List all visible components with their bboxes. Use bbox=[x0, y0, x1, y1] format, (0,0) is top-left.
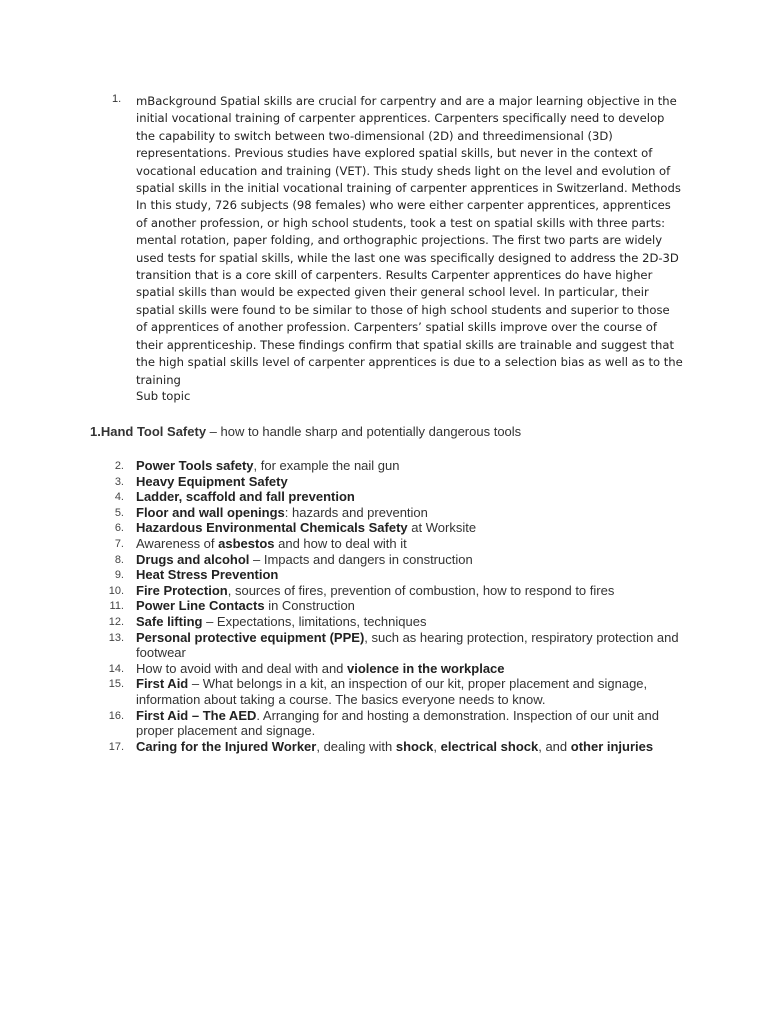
list-item-bold-text: other injuries bbox=[570, 738, 654, 754]
list-item-text: How to avoid with and deal with and bbox=[136, 660, 348, 676]
list-item-bold-text: shock bbox=[395, 738, 434, 754]
list-item-text: , dealing with bbox=[316, 738, 396, 754]
list-item-number: 11. bbox=[109, 600, 124, 613]
list-item bbox=[100, 520, 680, 536]
list-item bbox=[100, 583, 680, 599]
list-item-bold-text: Safe lifting bbox=[136, 613, 203, 629]
list-item bbox=[100, 614, 680, 630]
list-item-number: 7. bbox=[114, 537, 124, 550]
list-item-bold-text: Hazardous Environmental Chemicals Safety bbox=[136, 520, 408, 536]
hand-tool-safety-heading bbox=[90, 424, 521, 439]
list-item-text: , such as hearing protection, respiratory protection and footwear bbox=[136, 629, 679, 661]
list-item bbox=[100, 567, 680, 583]
list-item-text: , for example the nail gun bbox=[253, 458, 400, 473]
list-item-bold-text: violence in the workplace bbox=[347, 660, 505, 676]
list-item-number: 17. bbox=[108, 740, 124, 753]
safety-topic-list bbox=[100, 458, 680, 754]
list-item-bold-text: First Aid bbox=[136, 676, 189, 692]
list-item-text: in Construction bbox=[264, 598, 355, 614]
list-item-text: , sources of fires, prevention of combustion, how to respond to fires bbox=[227, 582, 615, 598]
heading-rest: – how to handle sharp and potentially dangerous tools bbox=[206, 424, 522, 439]
list-item-text: and how to deal with it bbox=[274, 535, 407, 551]
list-item-bold-text: First Aid – The AED bbox=[136, 707, 257, 723]
list-item bbox=[100, 536, 680, 552]
list-item-number: 8. bbox=[114, 553, 124, 566]
list-item bbox=[100, 630, 680, 661]
list-item bbox=[100, 458, 680, 474]
list-item-text: . Arranging for and hosting a demonstration. Inspection of our unit and proper placement and signage. bbox=[136, 707, 659, 739]
list-item bbox=[100, 708, 680, 739]
list-item-text: – Impacts and dangers in construction bbox=[249, 551, 473, 567]
list-item-number: 4. bbox=[114, 491, 124, 504]
list-item-text: , and bbox=[538, 738, 571, 754]
list-item-number: 10. bbox=[108, 584, 124, 597]
list-item bbox=[100, 739, 680, 755]
list-item-bold-text: Fire Protection bbox=[136, 582, 228, 598]
list-item bbox=[100, 474, 680, 490]
abstract-number: 1. bbox=[112, 93, 122, 105]
list-item-number: 15. bbox=[108, 678, 124, 691]
list-item-bold-text: Personal protective equipment (PPE) bbox=[136, 629, 365, 645]
heading-bold: 1.Hand Tool Safety bbox=[90, 424, 207, 439]
list-item-bold-text: Drugs and alcohol bbox=[136, 551, 250, 567]
list-item bbox=[100, 598, 680, 614]
subtopic-label: Sub topic bbox=[136, 389, 191, 403]
list-item bbox=[100, 505, 680, 521]
list-item-text: – Expectations, limitations, techniques bbox=[202, 613, 427, 629]
list-item-bold-text: Power Tools safety bbox=[136, 458, 254, 473]
list-item bbox=[100, 552, 680, 568]
list-item-bold-text: Heat Stress Prevention bbox=[136, 567, 279, 583]
list-item-bold-text: asbestos bbox=[218, 535, 275, 551]
abstract-text: mBackground Spatial skills are crucial for carpentry and are a major learning objective in the initial vocational training of carpenter apprentices. Carpenters specifically need to develop the capability to switch between two-dimensional (2D) and threedimensional (3D) representations. Previous studies have explored spatial skills, but never in the context of vocational education and training (VET). This study sheds light on the level and evolution of spatial skills in the initial vocational training of carpenter apprentices in Switzerland. Methods In this study, 726 subjects (98 females) who were either carpenter apprentices, apprentices of another profession, or high school students, took a test on spatial skills with three parts: mental rotation, paper folding, and orthographic projections. The first two parts are widely used tests for spatial skills, while the last one was specifically designed to address the 2D-3D transition that is a core skill of carpenters. Results Carpenter apprentices do have higher spatial skills than would be expected given their general school level. In particular, their spatial skills were found to be similar to those of high school students and superior to those of apprentices of another profession. Carpenters’ spatial skills improve over the course of their apprenticeship. These findings confirm that spatial skills are trainable and suggest that the high spatial skills level of carpenter apprentices is due to a selection bias as well as to the training bbox=[136, 94, 683, 387]
list-item-text: , bbox=[433, 738, 441, 754]
list-item-number: 5. bbox=[114, 506, 124, 519]
list-item-text: Awareness of bbox=[136, 535, 219, 551]
list-item-bold-text: Ladder, scaffold and fall prevention bbox=[136, 489, 355, 505]
list-item-text: at Worksite bbox=[407, 520, 477, 536]
list-item-number: 9. bbox=[114, 569, 124, 582]
list-item bbox=[100, 676, 680, 707]
list-item bbox=[100, 489, 680, 505]
list-item-number: 16. bbox=[108, 709, 124, 722]
list-item-number: 14. bbox=[108, 662, 124, 675]
list-item bbox=[100, 661, 680, 677]
list-item-bold-text: Heavy Equipment Safety bbox=[136, 473, 288, 489]
list-item-number: 2. bbox=[114, 460, 124, 472]
list-item-number: 12. bbox=[108, 615, 124, 628]
list-item-number: 13. bbox=[108, 631, 124, 644]
list-item-bold-text: Caring for the Injured Worker bbox=[136, 738, 317, 754]
list-item-text: – What belongs in a kit, an inspection of our kit, proper placement and signage, information about taking a course. The basics everyone needs to know. bbox=[136, 676, 648, 707]
list-item-bold-text: Floor and wall openings bbox=[136, 504, 285, 520]
list-item-bold-text: electrical shock bbox=[440, 738, 539, 754]
list-item-bold-text: Power Line Contacts bbox=[136, 598, 265, 614]
list-item-number: 6. bbox=[114, 522, 124, 535]
list-item-number: 3. bbox=[114, 475, 124, 488]
list-item-text: : hazards and prevention bbox=[284, 504, 428, 520]
